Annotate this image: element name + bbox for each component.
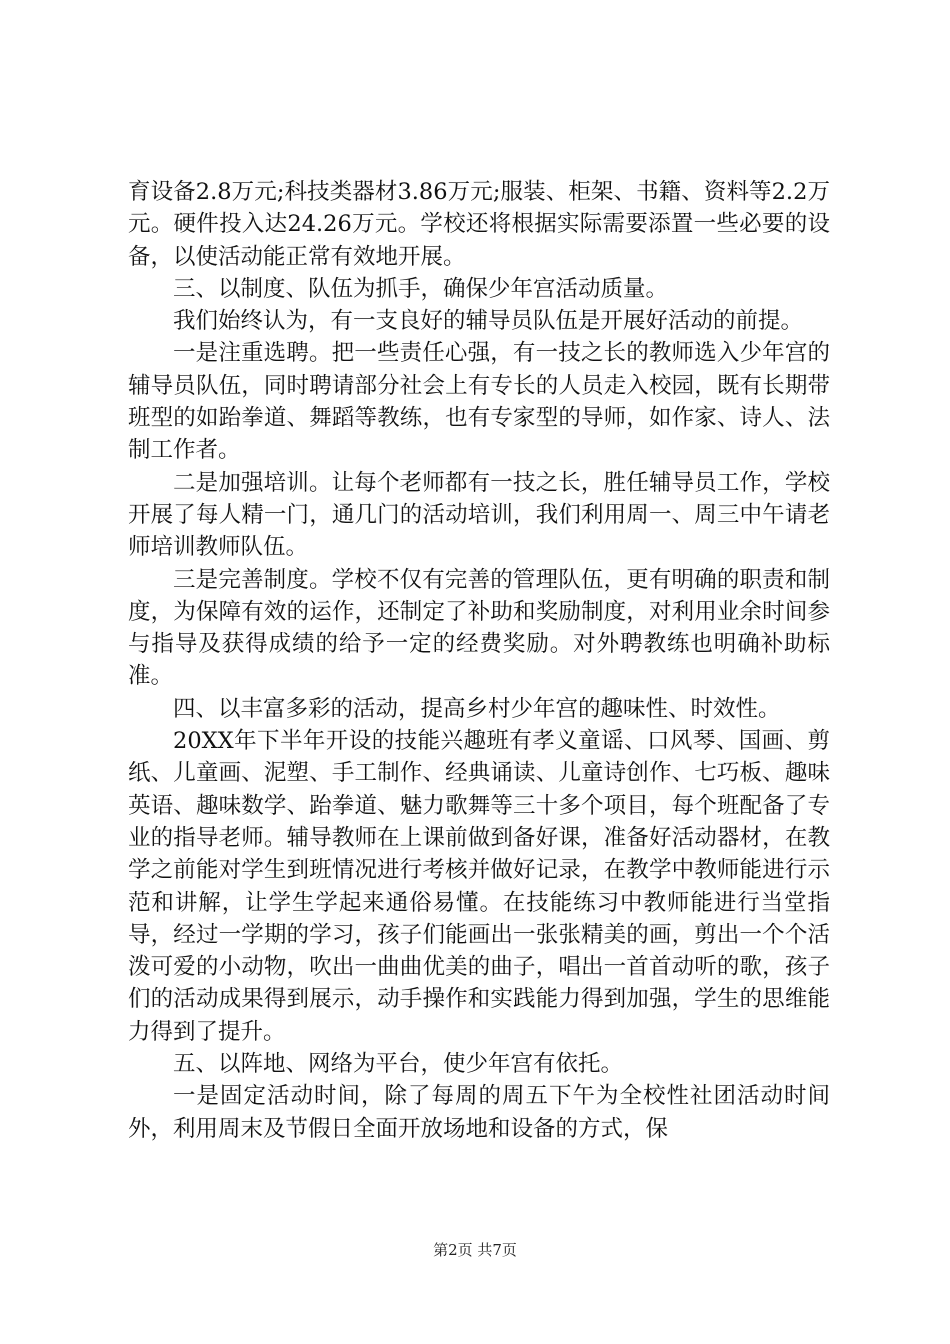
paragraph: 育设备2.8万元;科技类器材3.86万元;服装、柜架、书籍、资料等2.2万元。硬件投入达24.26万元。学校还将根据实际需要添置一些必要的设备，以使活动能正常有效地开展。 — [128, 179, 830, 270]
paragraph: 三是完善制度。学校不仅有完善的管理队伍，更有明确的职责和制度，为保障有效的运作，还制定了补助和奖励制度，对利用业余时间参与指导及获得成绩的给予一定的经费奖励。对外聘教练也明确补助标准。 — [128, 566, 830, 690]
page-number-footer: 第2页 共7页 — [433, 1241, 517, 1259]
paragraph: 一是注重选聘。把一些责任心强，有一技之长的教师选入少年宫的辅导员队伍，同时聘请部分社会上有专长的人员走入校园，既有长期带班型的如跆拳道、舞蹈等教练，也有专家型的导师，如作家、诗人、法制工作者。 — [128, 340, 830, 464]
paragraph: 一是固定活动时间，除了每周的周五下午为全校性社团活动时间外，利用周末及节假日全面开放场地和设备的方式，保 — [128, 1083, 830, 1142]
paragraph: 二是加强培训。让每个老师都有一技之长，胜任辅导员工作，学校开展了每人精一门，通几门的活动培训，我们利用周一、周三中午请老师培训教师队伍。 — [128, 469, 830, 561]
paragraph: 五、以阵地、网络为平台，使少年宫有依托。 — [173, 1051, 624, 1078]
paragraph: 三、以制度、队伍为抓手，确保少年宫活动质量。 — [173, 275, 669, 302]
document-body — [128, 176, 830, 1145]
paragraph: 我们始终认为，有一支良好的辅导员队伍是开展好活动的前提。 — [173, 308, 804, 335]
paragraph: 四、以丰富多彩的活动，提高乡村少年宫的趣味性、时效性。 — [173, 695, 781, 722]
paragraph: 20XX年下半年开设的技能兴趣班有孝义童谣、口风琴、国画、剪纸、儿童画、泥塑、手工制作、经典诵读、儿童诗创作、七巧板、趣味英语、趣味数学、跆拳道、魅力歌舞等三十多个项目，每个班配备了专业的指导老师。辅导教师在上课前做到备好课，准备好活动器材，在教学之前能对学生到班情况进行考核并做好记录，在教学中教师能进行示范和讲解，让学生学起来通俗易懂。在技能练习中教师能进行当堂指导，经过一学期的学习，孩子们能画出一张张精美的画，剪出一个个活泼可爱的小动物，吹出一曲曲优美的曲子，唱出一首首动听的歌，孩子们的活动成果得到展示，动手操作和实践能力得到加强，学生的思维能力得到了提升。 — [128, 728, 830, 1045]
